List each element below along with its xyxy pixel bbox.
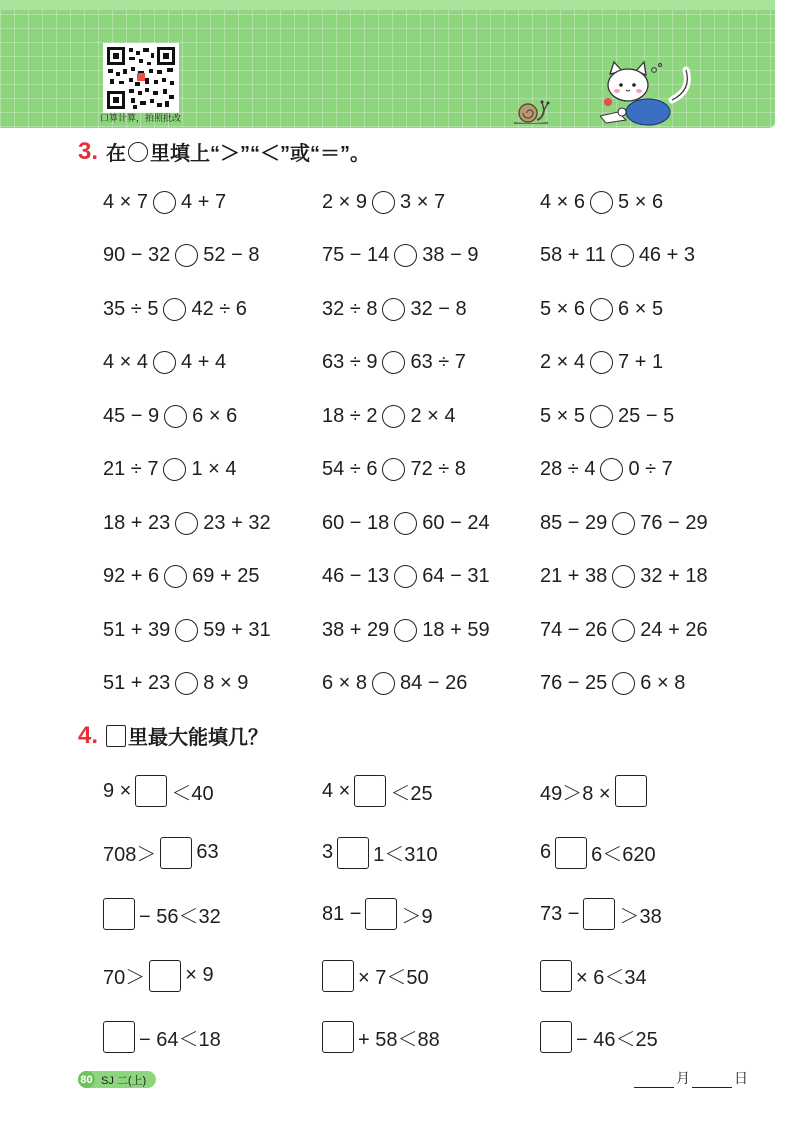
date-line — [632, 1068, 748, 1088]
right-expression: 59 + 31 — [203, 618, 271, 641]
header-top-strip — [0, 0, 775, 10]
left-expression: 92 + 6 — [103, 565, 160, 587]
left-expression: 4 × 4 — [103, 351, 149, 373]
suffix-text: ＞38 — [619, 905, 662, 928]
suffix-text: − 64＜18 — [139, 1028, 221, 1051]
fill-box-problem — [540, 961, 647, 991]
answer-circle[interactable] — [612, 512, 635, 535]
answer-circle[interactable] — [175, 244, 198, 267]
comparison-row — [103, 241, 763, 271]
answer-circle[interactable] — [590, 191, 613, 214]
suffix-text: − 46＜25 — [576, 1028, 658, 1051]
left-expression: 6 × 8 — [322, 672, 368, 694]
right-expression: 84 − 26 — [400, 672, 468, 694]
answer-box[interactable] — [322, 1021, 354, 1053]
left-expression: 2 × 4 — [540, 351, 586, 373]
right-expression: 46 + 3 — [638, 244, 695, 266]
left-expression: 74 − 26 — [540, 618, 608, 641]
box-symbol-icon — [106, 725, 126, 747]
answer-box[interactable] — [322, 960, 354, 992]
comparison-problem — [322, 508, 490, 538]
left-expression: 60 − 18 — [322, 511, 390, 534]
right-expression: 72 ÷ 8 — [410, 458, 466, 480]
fill-box-problem — [103, 776, 214, 806]
left-expression: 63 ÷ 9 — [322, 351, 378, 373]
comparison-row — [103, 187, 763, 217]
month-label: 月 — [676, 1070, 690, 1086]
prefix-text: 70＞ — [103, 967, 146, 989]
right-expression: 6 × 6 — [192, 404, 238, 427]
suffix-text: × 6＜34 — [576, 967, 647, 989]
right-expression: 4 + 4 — [181, 351, 227, 373]
answer-circle[interactable] — [590, 405, 613, 428]
comparison-row — [103, 294, 763, 324]
fill-box-row — [103, 776, 763, 806]
fill-box-problem — [322, 776, 433, 806]
left-expression: 5 × 5 — [540, 404, 586, 427]
comparison-problem — [322, 187, 445, 217]
comparison-problem — [322, 241, 478, 271]
right-expression: 69 + 25 — [192, 565, 260, 587]
fill-box-problem — [540, 776, 651, 806]
comparison-problem — [103, 562, 259, 592]
section-3-title-part-2: 里填上“＞”“＜”或“＝”。 — [150, 143, 371, 165]
comparison-problem — [540, 294, 663, 324]
left-expression: 54 ÷ 6 — [322, 458, 378, 480]
prefix-text: 4 × — [322, 779, 351, 802]
left-expression: 18 ÷ 2 — [322, 404, 378, 427]
prefix-text: 708＞ — [103, 844, 157, 866]
prefix-text: 73 − — [540, 902, 580, 925]
day-blank[interactable] — [692, 1073, 732, 1088]
comparison-problem — [103, 401, 237, 431]
right-expression: 32 − 8 — [410, 297, 467, 320]
answer-box[interactable] — [103, 1021, 135, 1053]
fill-box-problem — [322, 1022, 440, 1052]
right-expression: 64 − 31 — [422, 565, 490, 587]
fill-box-problem — [103, 899, 221, 929]
answer-box[interactable] — [337, 837, 369, 869]
answer-circle[interactable] — [175, 619, 198, 642]
answer-circle[interactable] — [175, 512, 198, 535]
right-expression: 76 − 29 — [640, 511, 708, 534]
comparison-problem — [322, 348, 466, 378]
section-4-title — [78, 721, 268, 750]
comparison-row — [103, 508, 763, 538]
comparison-problem — [322, 455, 466, 485]
fill-box-problem — [103, 1022, 221, 1052]
left-expression: 2 × 9 — [322, 190, 368, 213]
right-expression: 5 × 6 — [618, 190, 664, 213]
left-expression: 90 − 32 — [103, 244, 171, 266]
answer-circle[interactable] — [612, 619, 635, 642]
fill-box-problem — [322, 838, 438, 868]
answer-box[interactable] — [615, 775, 647, 807]
fill-box-problem — [103, 961, 214, 991]
page-number: 80 — [78, 1071, 95, 1088]
right-expression: 6 × 5 — [618, 297, 664, 320]
left-expression: 75 − 14 — [322, 244, 390, 266]
answer-circle[interactable] — [590, 298, 613, 321]
comparison-problem — [540, 401, 674, 431]
left-expression: 51 + 23 — [103, 672, 171, 694]
answer-circle[interactable] — [394, 619, 417, 642]
comparison-problem — [322, 294, 467, 324]
fill-box-problem — [540, 838, 656, 868]
answer-box[interactable] — [354, 775, 386, 807]
answer-box[interactable] — [103, 898, 135, 930]
right-expression: 24 + 26 — [640, 618, 708, 641]
section-3-number: 3. — [78, 137, 99, 165]
right-expression: 38 − 9 — [422, 244, 479, 266]
circle-symbol-icon — [128, 142, 148, 162]
qr-code-icon[interactable] — [103, 43, 179, 113]
comparison-problem — [103, 348, 226, 378]
answer-circle[interactable] — [612, 565, 635, 588]
left-expression: 21 ÷ 7 — [103, 458, 159, 480]
left-expression: 38 + 29 — [322, 618, 390, 641]
fill-box-problem — [322, 961, 429, 991]
comparison-row — [103, 348, 763, 378]
suffix-text: − 56＜32 — [139, 905, 221, 928]
section-3-title — [78, 137, 370, 166]
right-expression: 2 × 4 — [410, 404, 456, 427]
comparison-problem — [322, 615, 490, 645]
answer-circle[interactable] — [372, 191, 395, 214]
month-blank[interactable] — [634, 1073, 674, 1088]
comparison-problem — [103, 241, 259, 271]
left-expression: 18 + 23 — [103, 511, 171, 534]
day-label: 日 — [734, 1070, 748, 1086]
answer-box[interactable] — [135, 775, 167, 807]
section-4-number: 4. — [78, 721, 99, 749]
prefix-text: 3 — [322, 841, 334, 863]
prefix-text: 49＞8 × — [540, 782, 611, 805]
suffix-text: ＜40 — [171, 782, 214, 805]
comparison-problem — [540, 508, 708, 538]
left-expression: 32 ÷ 8 — [322, 297, 378, 320]
answer-box[interactable] — [583, 898, 615, 930]
answer-circle[interactable] — [153, 351, 176, 374]
comparison-problem — [103, 294, 247, 324]
answer-box[interactable] — [540, 1021, 572, 1053]
right-expression: 23 + 32 — [203, 511, 271, 534]
answer-circle[interactable] — [164, 565, 187, 588]
right-expression: 60 − 24 — [422, 511, 490, 534]
comparison-problem — [322, 401, 456, 431]
suffix-text: × 9 — [185, 964, 214, 986]
answer-circle[interactable] — [382, 351, 405, 374]
comparison-problem — [540, 187, 663, 217]
right-expression: 6 × 8 — [640, 672, 686, 694]
cat-illustration-icon — [600, 60, 695, 133]
fill-box-problem — [540, 899, 662, 929]
section-4-title-text: 里最大能填几？ — [128, 727, 269, 749]
right-expression: 4 + 7 — [181, 190, 227, 213]
right-expression: 25 − 5 — [618, 404, 675, 427]
left-expression: 58 + 11 — [540, 244, 606, 266]
left-expression: 85 − 29 — [540, 511, 608, 534]
right-expression: 63 ÷ 7 — [410, 351, 466, 373]
answer-box[interactable] — [365, 898, 397, 930]
answer-box[interactable] — [555, 837, 587, 869]
right-expression: 8 × 9 — [203, 672, 249, 694]
answer-circle[interactable] — [372, 672, 395, 695]
right-expression: 42 ÷ 6 — [191, 297, 247, 320]
right-expression: 0 ÷ 7 — [628, 458, 673, 480]
header-banner — [0, 0, 775, 128]
answer-circle[interactable] — [382, 458, 405, 481]
fill-box-row — [103, 838, 763, 868]
left-expression: 21 + 38 — [540, 565, 608, 587]
suffix-text: 1＜310 — [373, 844, 438, 866]
comparison-problem — [540, 562, 708, 592]
right-expression: 32 + 18 — [640, 565, 708, 587]
answer-box[interactable] — [540, 960, 572, 992]
answer-box[interactable] — [160, 837, 192, 869]
comparison-problem — [322, 562, 490, 592]
fill-box-problem — [540, 1022, 658, 1052]
comparison-row — [103, 615, 763, 645]
comparison-row — [103, 669, 763, 699]
left-expression: 35 ÷ 5 — [103, 297, 159, 320]
fill-box-row — [103, 1022, 763, 1052]
answer-circle[interactable] — [163, 298, 186, 321]
fill-box-row — [103, 961, 763, 991]
section-3-title-part-1: 在 — [106, 143, 127, 165]
answer-circle[interactable] — [600, 458, 623, 481]
prefix-text: 6 — [540, 841, 552, 863]
left-expression: 46 − 13 — [322, 565, 390, 587]
comparison-problem — [103, 187, 226, 217]
suffix-text: + 58＜88 — [358, 1028, 440, 1051]
suffix-text: × 7＜50 — [358, 967, 429, 989]
comparison-problem — [540, 348, 663, 378]
left-expression: 5 × 6 — [540, 297, 586, 320]
answer-circle[interactable] — [153, 191, 176, 214]
comparison-problem — [540, 241, 695, 271]
comparison-problem — [540, 455, 673, 485]
left-expression: 4 × 6 — [540, 190, 586, 213]
suffix-text: 6＜620 — [591, 844, 656, 866]
prefix-text: 9 × — [103, 779, 132, 802]
comparison-problem — [103, 615, 271, 645]
fill-box-problem — [103, 838, 219, 868]
comparison-row — [103, 455, 763, 485]
comparison-problem — [540, 615, 708, 645]
answer-circle[interactable] — [394, 565, 417, 588]
snail-illustration-icon — [510, 96, 552, 131]
suffix-text: 63 — [196, 841, 219, 863]
qr-caption: 口算计算，拍照批改 — [100, 113, 182, 123]
answer-circle[interactable] — [590, 351, 613, 374]
answer-circle[interactable] — [611, 244, 634, 267]
comparison-row — [103, 562, 763, 592]
right-expression: 1 × 4 — [191, 458, 237, 480]
footer-page-badge — [78, 1071, 156, 1088]
left-expression: 45 − 9 — [103, 404, 160, 427]
edition-label: SJ 二(上) — [101, 1074, 147, 1087]
comparison-row — [103, 401, 763, 431]
left-expression: 28 ÷ 4 — [540, 458, 596, 480]
comparison-problem — [103, 455, 237, 485]
answer-circle[interactable] — [394, 244, 417, 267]
left-expression: 4 × 7 — [103, 190, 149, 213]
answer-circle[interactable] — [394, 512, 417, 535]
right-expression: 18 + 59 — [422, 618, 490, 641]
answer-circle[interactable] — [163, 458, 186, 481]
answer-box[interactable] — [149, 960, 181, 992]
comparison-problem — [540, 669, 685, 699]
comparison-problem — [103, 508, 271, 538]
left-expression: 51 + 39 — [103, 618, 171, 641]
right-expression: 7 + 1 — [618, 351, 664, 373]
right-expression: 3 × 7 — [400, 190, 446, 213]
fill-box-row — [103, 899, 763, 929]
answer-circle[interactable] — [164, 405, 187, 428]
prefix-text: 81 − — [322, 902, 362, 925]
right-expression: 52 − 8 — [203, 244, 260, 266]
fill-box-problem — [322, 899, 433, 929]
answer-circle[interactable] — [612, 672, 635, 695]
answer-circle[interactable] — [175, 672, 198, 695]
answer-circle[interactable] — [382, 298, 405, 321]
suffix-text: ＞9 — [401, 905, 433, 928]
left-expression: 76 − 25 — [540, 672, 608, 694]
suffix-text: ＜25 — [390, 782, 433, 805]
answer-circle[interactable] — [382, 405, 405, 428]
comparison-problem — [103, 669, 248, 699]
comparison-problem — [322, 669, 467, 699]
